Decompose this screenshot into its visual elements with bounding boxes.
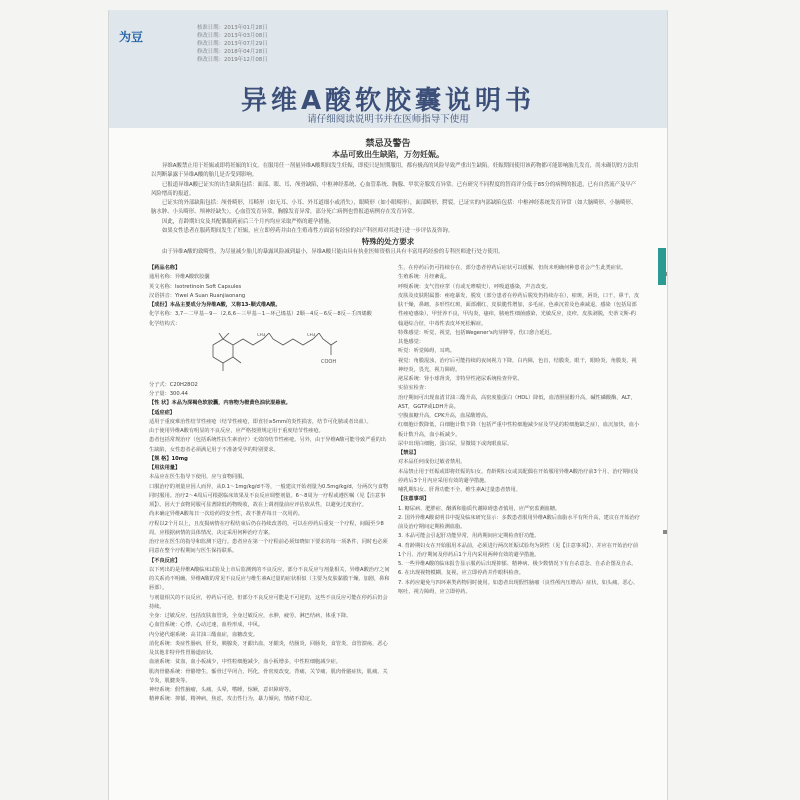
right-paragraph: 生，在停药后仍可持续存在，部分患者停药后症状可以缓解，但尚未明确何种患者会产生此类症状。 [398,265,627,271]
right-paragraph: 特殊感觉：听觉，视觉，包括Wegener's肉芽肿等，伤口愈合延迟。 [398,329,555,336]
left-paragraph: 口服治疗的剂量应因人而异，从0.1～1mg/kg/d不等，一般建议开始剂量为0.5mg/kg/d，分两次与食物同时服用。治疗2～4周后可根据临床效果及不良反应调整剂量。6～8周为一疗程或遵医嘱（见【注意事项】）。因大于食物同服可显著降低药物吸收，故在上调剂量前应评估依从性，以避免过度治疗。 [149,483,389,508]
leaflet-sheet [108,10,668,800]
revision-date: 修改日期：2013年07月29日 [197,41,268,47]
left-paragraph: 全身：过敏反应，包括皮肤血管炎，全身过敏反应，水肿，疲劳，淋巴结病，体重下降。 [149,613,352,619]
left-paragraph: 与剂量相关的不良反应，停药后可逆。但部分不良反应可能是不可逆的，这些不良反应可能在停药后仍会持续。 [149,594,388,610]
left-section-heading: 【不良反应】 [149,557,181,564]
page-subtitle: 请仔细阅读说明书并在医师指导下使用 [307,114,469,125]
right-paragraph: 听觉：听觉障碍，耳鸣。 [398,348,456,355]
left-paragraph: 患者包括常规治疗（包括系统性抗生素治疗）无效的结节性痤疮。另外，由于异维A酸可能导致严重的出生缺陷，女性患者必须满足用于不准备受孕的特别要求。 [149,437,386,453]
left-column [149,264,391,705]
revision-dates [197,24,268,64]
revision-date: 修改日期：2013年03月08日 [197,33,268,39]
left-paragraph: 分子量：300.44 [149,391,188,397]
right-paragraph: 视觉：角膜混浊，治疗后可能持续的夜间视力下降，白内障，色盲，结膜炎，眼干，眼睑炎，角膜炎，视神经炎，畏光，视力障碍。 [398,357,637,373]
left-paragraph: 消化系统：炎症性肠病，肝炎，胰腺炎，牙龈出血，牙龈炎，结肠炎，回肠炎，食管炎，食管溃疡，恶心及其他非特异性胃肠道症状。 [149,640,388,656]
right-paragraph: 7. 本药应避免与四环素类药物同时使用。如患者出现假性脑瘤（良性颅内压增高）症状，如头痛、恶心、呕吐、视力障碍，应立即停药。 [398,579,639,595]
color-tab [658,248,666,285]
right-paragraph: 本品禁止用于妊娠或即将妊娠的妇女。育龄期妇女或其配偶在开始服用异维A酸治疗前3个月、治疗期间及停药后3个月内应采用有效的避孕措施。 [398,468,639,484]
warning-body [151,162,641,236]
warning-paragraph: 已报道异维A酸已证实的出生缺陷包括：面部、眼、耳、颅骨缺陷，中枢神经系统、心血管系统、胸腺、甲状旁腺发育异常。已有研究不同程度的智商评分低于85分的病例的报道，已有自然流产及早产风险增高的报道。 [151,181,637,197]
left-paragraph: 神经系统：假性脑瘤，头痛，头晕，嗜睡，惊厥，意识障碍等。 [149,687,295,693]
special-text: 由于异维A酸的致畸性，为尽量减少胎儿的暴露风险减到最小，异维A酸只能由具有执业医师资格且具有丰富用药经验的专科医师进行处方使用。 [162,249,504,255]
right-paragraph: 1. 糖尿病、肥胖症、酗酒和脂质代谢障碍患者慎用，应严密监测血糖。 [398,505,561,512]
left-section-heading: 【适应症】 [149,409,175,416]
left-paragraph: 疗程以2个月以上，且皮损病情在疗程结束后仍在持续改善的，可以在停药后重复一个疗程，间隔至少8周。应根据病情的具体情况，决定采用何种治疗方案。 [149,520,384,536]
warning-paragraph: 异维A酸禁止用于妊娠或即将妊娠的妇女。在服用任一剂量异维A酸期间发生妊娠，即使只是短期服用，都有极高的风险导致严重出生缺陷。妊娠期间使用该药物都可能影响胎儿发育，尚未确切的方法用以判断暴露于异维A酸的胎儿是否受到影响。 [151,163,639,179]
right-paragraph: 治疗期间可出现血清甘油三酯升高，高密度脂蛋白（HDL）降低，血清胆固醇升高，碱性磷酸酶，ALT，AST，GGTP或LDH升高。 [398,394,636,410]
warning-paragraph: 如果女性患者在服药期间发生了妊娠，应立即停药并由在生殖毒性方面富有经验的妇产科医师对其进行进一步评估及咨询。 [162,228,454,235]
warning-emphasis: 本品可致出生缺陷，万勿妊娠。 [332,150,444,159]
svg-text:CH3: CH3 [257,332,266,337]
warning-paragraph: 因此，育龄期妇女及其配偶服药前后三个月内均应采取严格的避孕措施。 [162,218,335,225]
left-paragraph: 以下列出的是异维A酸临床试验及上市后监测到的不良反应，部分不良反应与剂量相关，异维A酸治疗之间的关系尚不明确。异维A酸的常见不良反应与维生素A过量的症状相似（主要为皮肤黏膜干燥、加剧，鼻和唇部）。 [149,566,390,592]
right-paragraph: 尿中出现白细胞，蛋白尿，显微镜下或肉眼血尿。 [398,440,513,447]
right-paragraph: 生殖系统：月经紊乱。 [398,274,450,281]
right-paragraph: 2. 国外异维A酸说明书中提及临床研究显示：多数患者服用异维A酸后血脂水平有所升高，建议在开始治疗前及治疗期间定期检测血脂。 [398,514,640,530]
page-title: 异维A酸软胶囊说明书 [240,86,536,116]
right-paragraph: 6. 在出现视物模糊、复视，应立即停药并作眼科检查。 [398,570,524,577]
svg-text:COOH: COOH [321,358,337,365]
left-paragraph: 化学名称：3,7－二甲基－9－（2,6,6－三甲基－1－环己烯基）2顺－4反－6反－8反－壬四烯酸 [149,311,372,318]
left-paragraph: 内分泌代谢系统：高甘油三酯血症，血糖改变。 [149,631,258,638]
left-paragraph: 通用名称：异维A酸软胶囊 [149,274,210,281]
right-paragraph: 对本品任何成份过敏者禁用。 [398,459,466,466]
left-paragraph: 血液系统：贫血，血小板减少，中性粒细胞减少，血小板增多，中性粒细胞减少症。 [149,659,341,666]
left-paragraph: 汉语拼音：Yiwei A Suan Ruanjiaonang [149,292,246,299]
left-section-heading: 【药品名称】 [149,265,181,271]
revision-date: 修改日期：2019年12月08日 [197,57,268,63]
left-paragraph: 英文名称：Isotretinoin Soft Capsules [149,283,242,290]
revision-date: 核准日期：2013年01月28日 [197,25,268,31]
brand-logo: 为豆 [119,30,144,44]
special-heading: 特殊的处方要求 [361,237,415,246]
left-paragraph: 适用于重度难治性结节性痤疮（结节性痤疮，即直径≥5mm的炎性损害，结节可化脓或者出血）。 [149,418,372,425]
left-paragraph: 心血管系统：心悸，心动过速，血栓形成，中风。 [149,622,264,629]
right-paragraph: 呼吸系统：支气管痉挛（有或无哮喘史），呼吸道感染，声音改变。 [398,283,552,290]
left-section-heading: 【用法用量】 [149,465,181,471]
left-paragraph: 分子式：C20H28O2 [149,381,198,388]
right-paragraph: 空腹血糖升高，CPK升高，血尿酸增高。 [398,413,492,419]
right-paragraph: 泌尿系统：肾小球肾炎，非特异性泌尿系统检查异常。 [398,376,523,382]
right-paragraph: 哺乳期妇女、肝肾功能不全、维生素A过量患者禁用。 [398,487,521,493]
edge-mark [663,530,667,534]
right-paragraph: 4. 育龄期妇女在开始服用本品前，必须进行两次妊娠试验均为阴性（见【注意事项】），并应在开始治疗前1个月、治疗期间及停药后1个月内采用两种有效的避孕措施。 [398,542,639,558]
left-paragraph: 精神系统：抑郁，精神病，焦虑，攻击性行为，暴力倾向，情绪不稳定。 [149,696,316,703]
right-paragraph: 其他感觉： [398,339,424,345]
svg-text:CH3: CH3 [307,332,316,337]
left-paragraph: 化学结构式： [149,320,181,327]
left-section-heading: 【成份】本品主要成分为异维A酸，又称13-顺式维A酸。 [149,302,281,308]
left-paragraph: 肌肉骨骼系统：骨骼增生，骺骨过早闭合，钙化，骨密度改变，背痛，关节痛，肌肉骨骼症状，肌痛，关节炎，肌腱炎等。 [149,668,388,684]
left-paragraph: 治疗应在医生的指导和监测下进行。患者应在第一个疗程前必须知晓如下要求的每一项条件，同时也必须同意在整个疗程期间与医生保持联系。 [149,539,388,555]
right-paragraph: 红细胞计数降低，白细胞计数下降（包括严重中性粒细胞减少症及罕见的粒细胞缺乏症），血沉加快，血小板计数升高，血小板减少。 [398,422,640,438]
warning-paragraph: 已证实的外部缺陷包括：颅骨畸形，耳畸形（如无耳、小耳、外耳道细小或消失），眼畸形（如小眼畸形），面部畸形，腭裂。已证实的内部缺陷包括：中枢神经系统发育异常（如大脑畸形、小脑畸形、脑水肿、小头畸形、颅神经缺失），心血管发育异常，胸腺发育异常，部分死亡病例也曾报道病例存在发育异常。 [151,200,637,216]
left-paragraph: 尚未确定异维A酸每日一次给药的安全性，故不推荐每日一次用药。 [149,511,303,518]
left-paragraph: 由于使用异维A酸有明显的不良反应，应严格按照规定用于重度结节性痤疮。 [149,428,324,434]
chemical-structure [199,333,339,377]
right-paragraph: 皮肤及皮肤附属器：痤疮暴发，脱发（部分患者在停药后脱发仍持续存在），瘀斑，唇炎，口干，鼻干，皮肤干燥，鼻衄，多形性红斑，面部潮红，皮肤脆性增加，多毛症，色素沉着及色素减退，感染（包括局部性痤疮感染），甲营养不良，甲沟炎，瘙痒，脓疱性细菌感染，光敏反应，皮疹，皮肤剥脱，史蒂文斯-约翰逊综合征，中毒性表皮坏死松解症。 [398,292,640,327]
right-column [398,264,640,597]
right-paragraph: 3. 本品可能会引起肝功能异常，用药期间应定期检查肝功能。 [398,533,540,540]
left-section-heading: 【性 状】本品为深褐色软胶囊，内容物为橙黄色油状混悬液。 [149,400,291,407]
right-paragraph: 5. 一些异维A酸的临床报告显示服药后出现抑郁、精神病、极少数情况下有自杀意念、自杀企图及自杀。 [398,561,637,567]
right-section-heading: 【注意事项】 [398,496,430,503]
right-paragraph: 实验室检查： [398,385,430,392]
warning-heading: 禁忌及警告 [365,139,411,149]
right-section-heading: 【禁忌】 [398,450,419,456]
left-paragraph: 本品应在医生指导下使用，应与食物同服。 [149,474,248,481]
left-section-heading: 【规 格】10mg [149,455,188,462]
revision-date: 修改日期：2018年04月28日 [197,49,268,55]
